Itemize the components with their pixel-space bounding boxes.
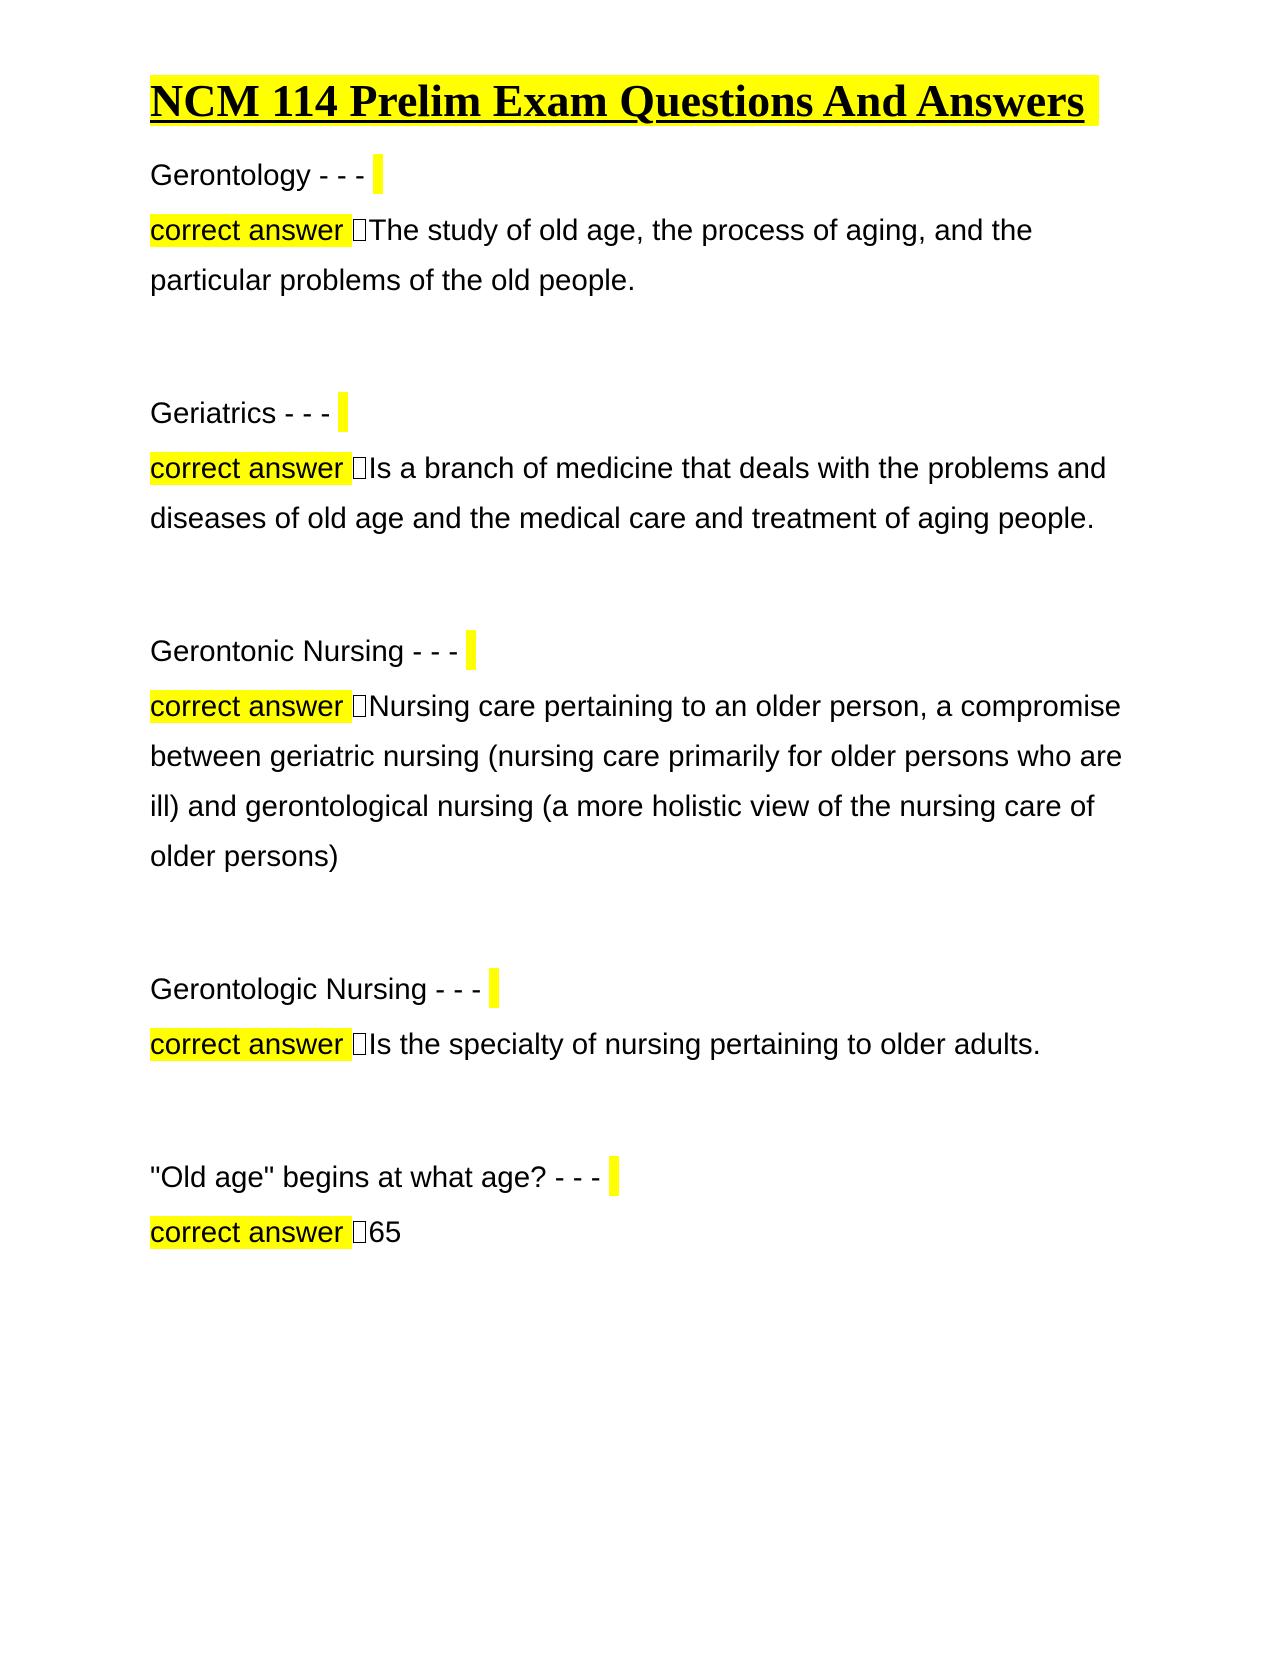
answer-label: correct answer — [150, 1028, 352, 1061]
question — [150, 965, 1140, 1020]
highlight-marker — [489, 968, 499, 1008]
question-text: "Old age" begins at what age? - - - — [150, 1161, 601, 1194]
answer-text: The study of old age, the process of aging, and the particular problems of the old people. — [150, 214, 1033, 297]
missing-glyph-icon — [353, 457, 366, 479]
missing-glyph-icon — [353, 1033, 366, 1055]
qa-item — [150, 151, 1140, 306]
page-title — [150, 72, 1140, 129]
answer-label: correct answer — [150, 690, 352, 723]
answer-text: Is the specialty of nursing pertaining to older adults. — [368, 1028, 1041, 1061]
question — [150, 1153, 1140, 1208]
answer-label: correct answer — [150, 1216, 352, 1249]
answer — [150, 1208, 1140, 1258]
answer-label: correct answer — [150, 452, 352, 485]
question-text: Geriatrics - - - — [150, 397, 331, 430]
highlight-marker — [609, 1156, 619, 1196]
answer — [150, 682, 1140, 882]
answer-label: correct answer — [150, 214, 352, 247]
missing-glyph-icon — [353, 1221, 366, 1243]
question-text: Gerontology - - - — [150, 159, 365, 192]
qa-item — [150, 965, 1140, 1070]
answer-text: 65 — [368, 1216, 402, 1249]
question — [150, 151, 1140, 206]
highlight-marker — [373, 154, 383, 194]
question — [150, 389, 1140, 444]
highlight-marker — [466, 630, 476, 670]
document-page — [150, 72, 1140, 1258]
answer — [150, 206, 1140, 306]
highlight-marker — [338, 392, 348, 432]
answer — [150, 1020, 1140, 1070]
answer-text: Nursing care pertaining to an older person, a compromise between geriatric nursing (nursing care primarily for older persons who are ill) and gerontological nursing (a more holistic view of the nursing care of older persons) — [150, 690, 1123, 873]
qa-item — [150, 627, 1140, 882]
question-text: Gerontologic Nursing - - - — [150, 973, 482, 1006]
question-text: Gerontonic Nursing - - - — [150, 635, 459, 668]
qa-item — [150, 1153, 1140, 1258]
missing-glyph-icon — [353, 695, 366, 717]
page-title-text: NCM 114 Prelim Exam Questions And Answers — [150, 75, 1099, 126]
qa-item — [150, 389, 1140, 544]
answer — [150, 444, 1140, 544]
answer-text: Is a branch of medicine that deals with the problems and diseases of old age and the medical care and treatment of aging people. — [150, 452, 1107, 535]
question — [150, 627, 1140, 682]
missing-glyph-icon — [353, 219, 366, 241]
